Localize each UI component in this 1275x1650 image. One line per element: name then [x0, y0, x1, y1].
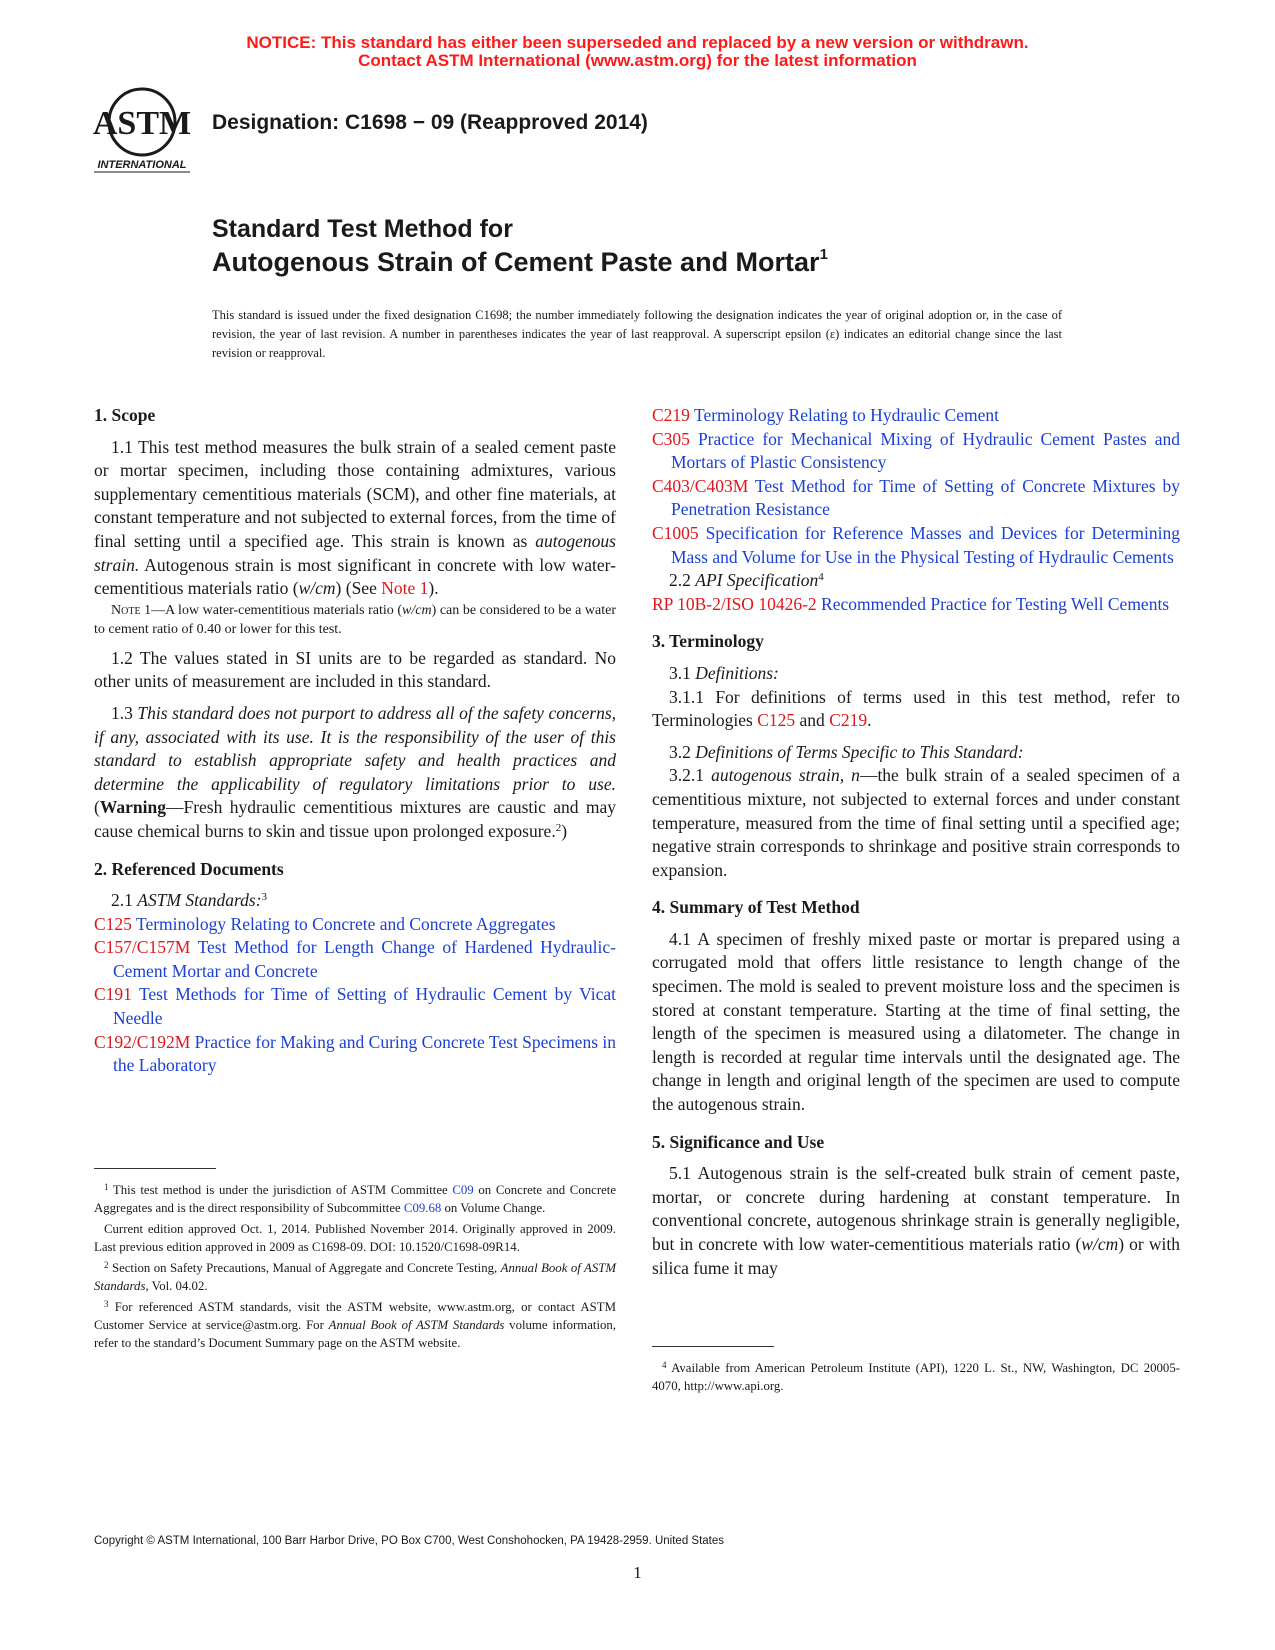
c219-link[interactable]: C219 — [829, 710, 868, 731]
ref-c192[interactable]: C192/C192M Practice for Making and Curing Concrete Test Specimens in the Laboratory — [94, 1031, 616, 1076]
footnote-2: $^2$ Section on Safety Precautions, Manual of Aggregate and Concrete Testing, Annual Book of ASTM Standards, Vol. 04.02. — [94, 1260, 616, 1293]
title-main: Autogenous Strain of Cement Paste and Mortar — [212, 247, 820, 277]
ref-api-rp10b2[interactable]: RP 10B-2/ISO 10426-2 Recommended Practice for Testing Well Cements — [652, 593, 1170, 614]
ref-c1005[interactable]: C1005 Specification for Reference Masses and Devices for Determining Mass and Volume for Use in the Physical Testing of Hydraulic Cements — [652, 522, 1180, 567]
section-scope-heading: 1. Scope — [94, 405, 156, 425]
note-1-link[interactable]: Note 1 — [381, 578, 429, 599]
footnote-3: $^3$ For referenced ASTM standards, visit the ASTM website, www.astm.org, or contact ASTM Customer Service at service@astm.org. For Annual Book of ASTM Standards volume information, refer to the standard’s Document Summary page on the ASTM website. — [94, 1299, 616, 1350]
para-5-1: 5.1 Autogenous strain is the self-created bulk strain of cement paste, mortar, or concrete during hardening at constant temperature. In conventional concrete, autogenous shrinkage strain is generally negligible, but in concrete with low water-cementitious materials ratio (w/cm) or with silica fume it may — [652, 1163, 1180, 1278]
section-terminology-heading: 3. Terminology — [652, 631, 764, 652]
astm-logo — [92, 82, 194, 176]
title-footnote-ref: 1 — [819, 246, 828, 263]
para-1-2: 1.2 The values stated in SI units are to be regarded as standard. No other units of measurement are included in this standard. — [94, 647, 616, 692]
title-line-1: Standard Test Method for — [212, 215, 513, 243]
para-3-1-1: 3.1.1 For definitions of terms used in this test method, refer to Terminologies C125 and C219. — [652, 686, 1180, 731]
footnotes-right — [652, 1359, 1180, 1398]
ref-c157[interactable]: C157/C157M Test Method for Length Change of Hardened Hydraulic-Cement Mortar and Concrete — [94, 937, 616, 981]
title-line-2 — [212, 246, 828, 278]
ref-c403[interactable]: C403/C403M Test Method for Time of Setting of Concrete Mixtures by Penetration Resistance — [652, 475, 1180, 520]
copyright-line: Copyright © ASTM International, 100 Barr Harbor Drive, PO Box C700, West Conshohocken, PA 19428-2959. United States — [94, 1535, 725, 1547]
notice-line-1: NOTICE: This standard has either been superseded and replaced by a new version or withdrawn. — [246, 33, 1029, 52]
notice-line-2: Contact ASTM International (www.astm.org) for the latest information — [358, 51, 917, 70]
para-1-1: 1.1 This test method measures the bulk strain of a sealed cement paste or mortar specimen, including those containing admixtures, various supplementary cementitious materials (SCM), and other fine materials, at constant temperature and not subjected to external forces, from the time of final setting until a specified age. This strain is known as autogenous strain. Autogenous strain is most significant in concrete with low water-cementitious materials ratio (w/cm) (See Note 1). — [94, 436, 616, 599]
para-2-1: 2.1 ASTM Standards:$^3$ — [111, 890, 268, 911]
section-significance-heading: 5. Significance and Use — [652, 1131, 825, 1152]
footnote-1: $^1$ This test method is under the jurisdiction of ASTM Committee C09 on Concrete and Concrete Aggregates and is the direct responsibility of Subcommittee C09.68 on Volume Change. — [94, 1182, 616, 1215]
ref-c219[interactable]: C219 Terminology Relating to Hydraulic Cement — [652, 405, 999, 425]
footnote-rule-right — [652, 1346, 774, 1347]
footnote-edition: Current edition approved Oct. 1, 2014. Published November 2014. Originally approved in 2009. Last previous edition approved in 2009 as C1698-09. DOI: 10.1520/C1698-09R14. — [94, 1222, 616, 1254]
section-refdocs-heading: 2. Referenced Documents — [94, 858, 284, 879]
note-1: Note 1—A low water-cementitious materials ratio (w/cm) can be considered to be a water to cement ratio of 0.40 or lower for this test. — [94, 602, 616, 637]
subcommittee-c09-68-link[interactable]: C09.68 — [403, 1201, 442, 1215]
c125-link[interactable]: C125 — [757, 710, 796, 731]
para-3-2: 3.2 Definitions of Terms Specific to This Standard: — [669, 741, 1024, 762]
para-3-2-1: 3.2.1 autogenous strain, n—the bulk strain of a sealed specimen of a cementitious mixture, not subjected to external forces and under constant temperature, measured from the time of final setting until a specified age; negative strain corresponds to shrinkage and positive strain corresponds to expansion. — [652, 765, 1181, 880]
footnote-4: $^4$ Available from American Petroleum Institute (API), 1220 L. St., NW, Washington, DC 20005-4070, http://www.api.org. — [652, 1360, 1180, 1393]
ref-c125[interactable]: C125 Terminology Relating to Concrete and Concrete Aggregates — [94, 913, 556, 934]
para-2-2: 2.2 API Specification$^4$ — [669, 570, 824, 591]
footnotes-left — [94, 1181, 616, 1355]
designation: Designation: C1698 − 09 (Reapproved 2014) — [212, 111, 648, 134]
logo-subtext: INTERNATIONAL — [97, 159, 187, 171]
ref-c305[interactable]: C305 Practice for Mechanical Mixing of Hydraulic Cement Pastes and Mortars of Plastic Consistency — [652, 428, 1180, 473]
warning-label: Warning — [99, 797, 166, 818]
page-number: 1 — [633, 1563, 642, 1582]
withdrawal-notice — [0, 34, 1275, 70]
para-4-1: 4.1 A specimen of freshly mixed paste or mortar is prepared using a corrugated mold that offers little resistance to length change of the specimen. The mold is sealed to prevent moisture loss and the specimen is stored at constant temperature. Starting at the time of final setting, the length of the specimen is measured using a dilatometer. The change in length is recorded at regular time intervals until the designated age. The change in length and original length of the specimen are used to compute the autogenous strain. — [652, 928, 1180, 1115]
para-3-1: 3.1 Definitions: — [669, 662, 779, 683]
issue-note: This standard is issued under the fixed designation C1698; the number immediately following the designation indicates the year of original adoption or, in the case of revision, the year of last revision. A number in parentheses indicates the year of last reapproval. A superscript epsilon (ε) indicates an editorial change since the last revision or reapproval. — [212, 308, 1062, 360]
section-summary-heading: 4. Summary of Test Method — [652, 897, 860, 918]
right-column — [652, 404, 1180, 1288]
logo-text: ASTM — [92, 105, 192, 142]
footnote-rule-left — [94, 1168, 216, 1169]
left-column — [94, 404, 616, 1078]
para-1-3: 1.3 This standard does not purport to address all of the safety concerns, if any, associated with its use. It is the responsibility of the user of this standard to establish appropriate safety and health practices and determine the applicability of regulatory limitations prior to use. (Warning—Fresh hydraulic cementitious mixtures are caustic and may cause chemical burns to skin and tissue upon prolonged exposure.$^2$) — [94, 702, 617, 841]
committee-c09-link[interactable]: C09 — [452, 1183, 474, 1197]
ref-c191[interactable]: C191 Test Methods for Time of Setting of Hydraulic Cement by Vicat Needle — [94, 984, 616, 1029]
